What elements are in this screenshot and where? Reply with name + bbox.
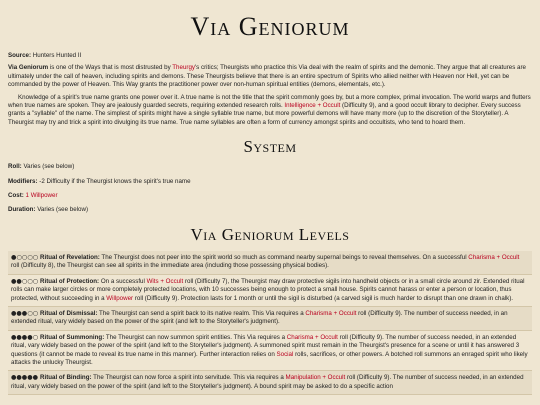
duration-line: [8, 206, 532, 214]
duration-label: Duration:: [8, 206, 36, 214]
modifiers-line: [8, 178, 532, 186]
wits-occult-link[interactable]: Wits + Occult: [146, 277, 184, 285]
theurgy-link[interactable]: Theurgy: [172, 64, 195, 72]
level-dots: ●●○○○: [11, 277, 38, 285]
modifiers-value: -2 Difficulty if the Theurgist knows the spirit's true name: [37, 177, 191, 185]
system-section: [8, 163, 532, 215]
intro-text-1: is one of the Ways that is most distrusted by: [48, 64, 173, 72]
level-5-item: [8, 371, 532, 395]
charisma-occult-link[interactable]: Charisma + Occult: [305, 309, 357, 317]
level-dots: ●●●○○: [11, 309, 38, 317]
roll-label: Roll:: [8, 163, 22, 171]
level-text: The Theurgist can send a spirit back to its native realm. This Via requires a: [97, 309, 306, 317]
source-value: Hunters Hunted II: [32, 52, 82, 59]
cost-label: Cost:: [8, 192, 24, 200]
intro-paragraph: [8, 64, 532, 89]
level-3-item: [8, 307, 532, 331]
duration-value: Varies (see below): [35, 206, 88, 214]
level-text: roll (Difficulty 9). The number of success needed, in an extended ritual, vary widely based on the power of the spirit (and left to the Storyteller's judgment). A summoned spirit must remain in the Theurgist's presence for a scene or until it has answered 3 questions (it cannot be made to reveal its true name in this manner). Further interaction relies on: [11, 333, 520, 358]
system-heading: System: [243, 137, 297, 157]
level-name: Ritual of Binding:: [40, 374, 92, 382]
source-label: Source:: [8, 52, 32, 59]
level-text: The Theurgist can now force a spirit into servitude. This via requires a: [91, 374, 286, 382]
intro-name: Via Geniorum: [8, 64, 49, 72]
levels-heading: Via Geniorum Levels: [190, 224, 350, 244]
level-name: Ritual of Protection:: [40, 277, 100, 285]
page-title: Via Geniorum: [190, 12, 350, 41]
level-text: roll (Difficulty 9). The number of success needed, in an extended ritual, vary widely based on the power of the spirit (and left to the Storyteller's judgment). A bound spirit may be asked to do a specific action: [11, 374, 524, 390]
level-2-item: [8, 275, 532, 307]
source-line: [8, 52, 532, 60]
charisma-occult-link[interactable]: Charisma + Occult: [468, 253, 520, 261]
level-text: The Theurgist does not peer into the spirit world so much as command nearby supernal beings to reveal themselves. On a successful: [99, 253, 469, 261]
level-text: roll (Difficulty 9). The number of success needed, in an extended ritual, vary widely based on the power of the spirit (and left to the Storyteller's judgment).: [11, 309, 508, 326]
levels-list: [8, 251, 532, 395]
para2-text-2: (Difficulty 9), and a good occult library to decipher. Every success grants a "syllable" of the name. The simplest of spirits might have a single syllable true name, but more powerful demons will have many more (up to the discretion of the Storyteller). A Theurgist may try and trick a spirit into divulging its true name. True name syllables are often a form of currency amongst spirits and occultists, who tend to hoard them.: [8, 102, 521, 126]
level-4-item: [8, 331, 532, 372]
modifiers-label: Modifiers:: [8, 177, 38, 185]
para2-text-1: Knowledge of a spirit's true name grants one power over it. A true name is not the title that the spirit commonly goes by, but a more complex, primal invocation. The world warps and flutters when true names are spoken. They are jealously guarded secrets, requiring extended research rolls.: [8, 93, 531, 110]
charisma-occult-link[interactable]: Charisma + Occult: [286, 333, 338, 341]
level-dots: ●○○○○: [11, 253, 38, 261]
level-text: roll (Difficulty 8), the Theurgist can see all spirits in the immediate area (including those possessing physical bodies).: [11, 262, 329, 270]
social-link[interactable]: Social: [276, 350, 294, 358]
roll-line: [8, 163, 532, 171]
willpower-link[interactable]: 1 Willpower: [25, 192, 58, 200]
intelligence-occult-link[interactable]: Intelligence + Occult: [284, 102, 341, 110]
level-name: Ritual of Revelation:: [40, 253, 100, 261]
level-name: Ritual of Summoning:: [40, 333, 105, 341]
cost-line: [8, 192, 532, 200]
roll-value: Varies (see below): [21, 163, 75, 171]
level-text: roll (Difficulty 7), the Theurgist may draw protective sigils into handheld objects or in a small circle around zir. Extended ritual rolls can make larger circles or more completely protected locations, with 10 successes being enough to protect a small house. Spirits cannot harass or enter a person or location, thus protected, without succeeding in a: [11, 277, 525, 302]
intro-text-2: 's critics; Theurgists who practice this Via deal with the realm of spirits and the demonic. They argue that all creatures are ultimately under the call of heaven, including spirits and demons. These Theurgists believe that there is an entire spectrum of Spirits who allied neither with Heaven nor Hell, yet can be commanded by the power of Heaven. This Way grants the practitioner power over non-human spiritual entities (demons, elementals, etc.).: [8, 64, 526, 89]
willpower-link[interactable]: Willpower: [106, 294, 134, 302]
level-text: rolls, sacrifices, or other powers. A botched roll summons an enraged spirit who likely attacks the unlucky Theurgist.: [11, 350, 528, 366]
level-text: roll (Difficulty 9). Protection lasts for 1 month or until the sigil is disturbed (a carved sigil is much harder to disrupt than one drawn in chalk).: [133, 294, 514, 302]
level-dots: ●●●●●: [11, 374, 38, 382]
true-name-paragraph: [8, 94, 532, 128]
level-name: Ritual of Dismissal:: [40, 309, 98, 317]
level-1-item: [8, 251, 532, 275]
level-text: The Theurgist can now summon spirit entities. This Via requires a: [104, 333, 287, 341]
level-text: On a successful: [99, 277, 147, 285]
level-dots: ●●●●○: [11, 333, 38, 341]
manipulation-occult-link[interactable]: Manipulation + Occult: [285, 374, 346, 382]
